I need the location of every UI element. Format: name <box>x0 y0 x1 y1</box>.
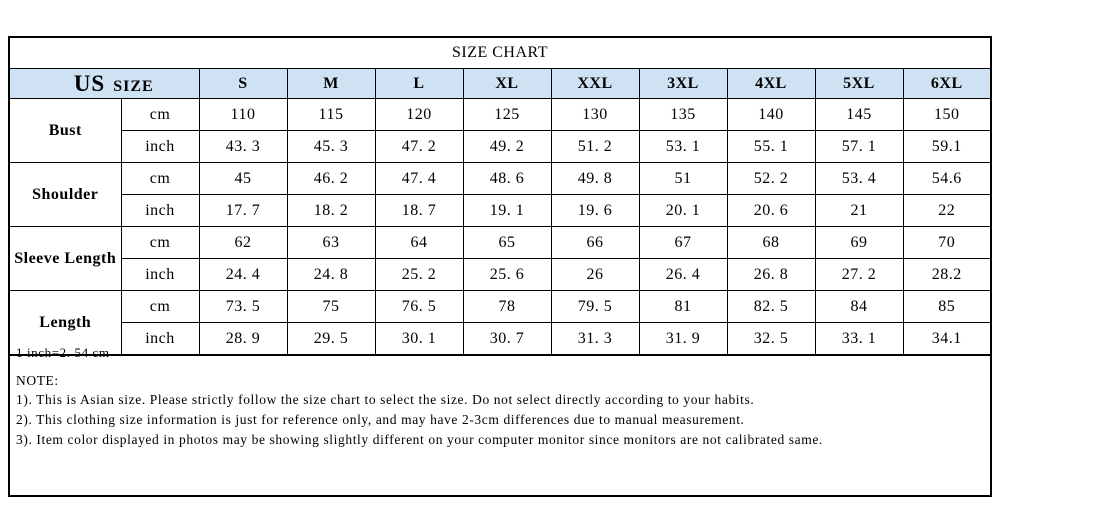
data-cell: 28. 9 <box>199 323 287 356</box>
data-cell: 24. 8 <box>287 259 375 291</box>
data-cell: 78 <box>463 291 551 323</box>
data-cell: 49. 2 <box>463 131 551 163</box>
data-cell: 25. 6 <box>463 259 551 291</box>
data-cell: 62 <box>199 227 287 259</box>
data-cell: 45 <box>199 163 287 195</box>
data-cell: 66 <box>551 227 639 259</box>
size-header-cell: 4XL <box>727 69 815 99</box>
unit-label: inch <box>121 323 199 356</box>
data-cell: 79. 5 <box>551 291 639 323</box>
data-cell: 120 <box>375 99 463 131</box>
data-cell: 31. 9 <box>639 323 727 356</box>
size-header-cell: 6XL <box>903 69 991 99</box>
size-header-cell: XXL <box>551 69 639 99</box>
data-cell: 115 <box>287 99 375 131</box>
data-cell: 24. 4 <box>199 259 287 291</box>
notes-section <box>8 340 992 497</box>
data-cell: 47. 2 <box>375 131 463 163</box>
unit-label: cm <box>121 99 199 131</box>
data-cell: 145 <box>815 99 903 131</box>
data-cell: 33. 1 <box>815 323 903 356</box>
data-cell: 26 <box>551 259 639 291</box>
data-cell: 57. 1 <box>815 131 903 163</box>
data-cell: 68 <box>727 227 815 259</box>
measure-label: Shoulder <box>9 163 121 227</box>
note-heading: NOTE: <box>16 372 59 388</box>
data-cell: 64 <box>375 227 463 259</box>
unit-label: inch <box>121 259 199 291</box>
data-cell: 18. 7 <box>375 195 463 227</box>
data-cell: 51 <box>639 163 727 195</box>
size-chart-container <box>8 36 992 356</box>
us-size-label <box>9 69 199 99</box>
data-cell: 19. 1 <box>463 195 551 227</box>
data-cell: 32. 5 <box>727 323 815 356</box>
data-cell: 53. 1 <box>639 131 727 163</box>
data-cell: 81 <box>639 291 727 323</box>
data-cell: 17. 7 <box>199 195 287 227</box>
data-cell: 49. 8 <box>551 163 639 195</box>
data-cell: 84 <box>815 291 903 323</box>
us-label-big: US <box>73 70 106 96</box>
data-cell: 18. 2 <box>287 195 375 227</box>
data-cell: 135 <box>639 99 727 131</box>
data-cell: 43. 3 <box>199 131 287 163</box>
measure-label: Bust <box>9 99 121 163</box>
data-cell: 29. 5 <box>287 323 375 356</box>
data-cell: 69 <box>815 227 903 259</box>
data-cell: 65 <box>463 227 551 259</box>
data-cell: 25. 2 <box>375 259 463 291</box>
size-header-row <box>9 69 991 99</box>
data-cell: 21 <box>815 195 903 227</box>
data-cell: 28.2 <box>903 259 991 291</box>
data-cell: 47. 4 <box>375 163 463 195</box>
unit-label: cm <box>121 227 199 259</box>
data-cell: 51. 2 <box>551 131 639 163</box>
unit-label: cm <box>121 291 199 323</box>
data-cell: 55. 1 <box>727 131 815 163</box>
data-cell: 59.1 <box>903 131 991 163</box>
size-chart-table <box>8 36 992 356</box>
size-header-cell: 5XL <box>815 69 903 99</box>
data-cell: 26. 4 <box>639 259 727 291</box>
note-item: 2). This clothing size information is just for reference only, and may have 2-3cm differences due to manual measurement. <box>16 411 745 427</box>
size-header-cell: M <box>287 69 375 99</box>
unit-label: inch <box>121 131 199 163</box>
note-item: 3). Item color displayed in photos may be showing slightly different on your computer monitor since monitors are not calibrated same. <box>16 431 823 447</box>
data-cell: 130 <box>551 99 639 131</box>
table-row <box>9 163 991 195</box>
data-cell: 45. 3 <box>287 131 375 163</box>
data-cell: 26. 8 <box>727 259 815 291</box>
data-cell: 52. 2 <box>727 163 815 195</box>
page-title: SIZE CHART <box>9 37 991 69</box>
data-cell: 53. 4 <box>815 163 903 195</box>
chart-title-row <box>9 37 991 69</box>
data-cell: 31. 3 <box>551 323 639 356</box>
data-cell: 140 <box>727 99 815 131</box>
data-cell: 54.6 <box>903 163 991 195</box>
size-header-cell: XL <box>463 69 551 99</box>
data-cell: 27. 2 <box>815 259 903 291</box>
data-cell: 73. 5 <box>199 291 287 323</box>
size-header-cell: 3XL <box>639 69 727 99</box>
data-cell: 75 <box>287 291 375 323</box>
data-cell: 70 <box>903 227 991 259</box>
measure-label: Sleeve Length <box>9 227 121 291</box>
data-cell: 19. 6 <box>551 195 639 227</box>
data-cell: 30. 7 <box>463 323 551 356</box>
inch-conversion-note: 1 inch=2. 54 cm <box>16 345 110 360</box>
unit-label: inch <box>121 195 199 227</box>
data-cell: 46. 2 <box>287 163 375 195</box>
table-row <box>9 259 991 291</box>
data-cell: 48. 6 <box>463 163 551 195</box>
table-row <box>9 227 991 259</box>
size-header-cell: S <box>199 69 287 99</box>
data-cell: 67 <box>639 227 727 259</box>
size-header-cell: L <box>375 69 463 99</box>
data-cell: 30. 1 <box>375 323 463 356</box>
data-cell: 110 <box>199 99 287 131</box>
note-item: 1). This is Asian size. Please strictly follow the size chart to select the size. Do not select directly according to your habits. <box>16 392 755 408</box>
data-cell: 34.1 <box>903 323 991 356</box>
data-cell: 125 <box>463 99 551 131</box>
table-row <box>9 195 991 227</box>
table-row <box>9 291 991 323</box>
us-label-small: SIZE <box>113 77 154 95</box>
data-cell: 20. 6 <box>727 195 815 227</box>
data-cell: 85 <box>903 291 991 323</box>
data-cell: 20. 1 <box>639 195 727 227</box>
data-cell: 150 <box>903 99 991 131</box>
table-row <box>9 99 991 131</box>
data-cell: 76. 5 <box>375 291 463 323</box>
table-row <box>9 131 991 163</box>
data-cell: 22 <box>903 195 991 227</box>
unit-label: cm <box>121 163 199 195</box>
data-cell: 63 <box>287 227 375 259</box>
measure-label: Length <box>9 291 121 356</box>
data-cell: 82. 5 <box>727 291 815 323</box>
